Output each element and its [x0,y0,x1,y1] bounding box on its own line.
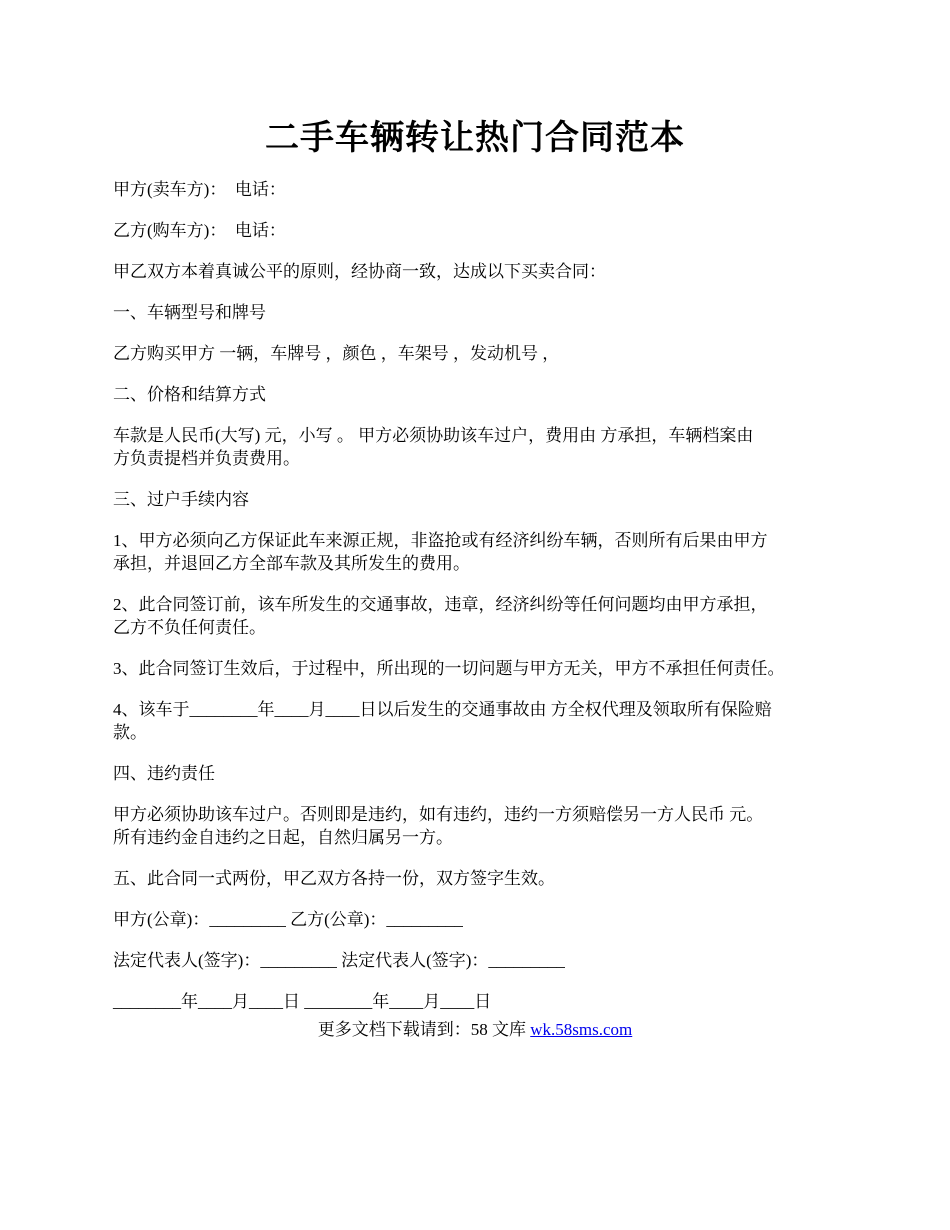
footer-text: 更多文档下载请到：58 文库 [317,1020,531,1039]
price-details: 车款是人民币(大写) 元，小写 。 甲方必须协助该车过户，费用由 方承担，车辆档案由 方负责提档并负责费用。 [113,426,754,468]
section-heading-breach: 四、违约责任 [113,764,215,783]
signature-line: 法定代表人(签字)：_________ 法定代表人(签字)：_________ [113,951,565,970]
section-heading-vehicle: 一、车辆型号和牌号 [113,303,266,322]
transfer-clause-4: 4、该车于________年____月____日以后发生的交通事故由 方全权代理及领取所有保险赔 款。 [113,700,772,742]
footer [0,1018,950,1041]
section-copies: 五、此合同一式两份，甲乙双方各持一份，双方签字生效。 [113,869,555,888]
transfer-clause-1: 1、甲方必须向乙方保证此车来源正规，非盗抢或有经济纠纷车辆，否则所有后果由甲方 承担，并退回乙方全部车款及其所发生的费用。 [113,531,768,573]
party-b-line: 乙方(购车方)： 电话： [113,221,286,240]
transfer-clause-3: 3、此合同签订生效后，于过程中，所出现的一切问题与甲方无关，甲方不承担任何责任。 [113,659,785,678]
document-title: 二手车辆转让热门合同范本 [265,118,685,158]
transfer-clause-2: 2、此合同签订前，该车所发生的交通事故，违章，经济纠纷等任何问题均由甲方承担， 乙方不负任何责任。 [113,595,768,637]
section-heading-price: 二、价格和结算方式 [113,385,266,404]
date-line: ________年____月____日 ________年____月____日 [113,992,492,1011]
section-heading-transfer: 三、过户手续内容 [113,490,249,509]
preamble: 甲乙双方本着真诚公平的原则，经协商一致，达成以下买卖合同： [113,262,606,281]
vehicle-details: 乙方购买甲方 一辆，车牌号 ，颜色 ，车架号 ，发动机号 ， [113,344,560,363]
party-a-line: 甲方(卖车方)： 电话： [113,180,286,199]
seal-line: 甲方(公章)：_________ 乙方(公章)：_________ [113,910,463,929]
document-body [113,178,853,1031]
breach-details: 甲方必须协助该车过户。否则即是违约，如有违约，违约一方须赔偿另一方人民币 元。 所有违约金自违约之日起，自然归属另一方。 [113,805,764,847]
footer-link[interactable]: wk.58sms.com [530,1020,633,1039]
